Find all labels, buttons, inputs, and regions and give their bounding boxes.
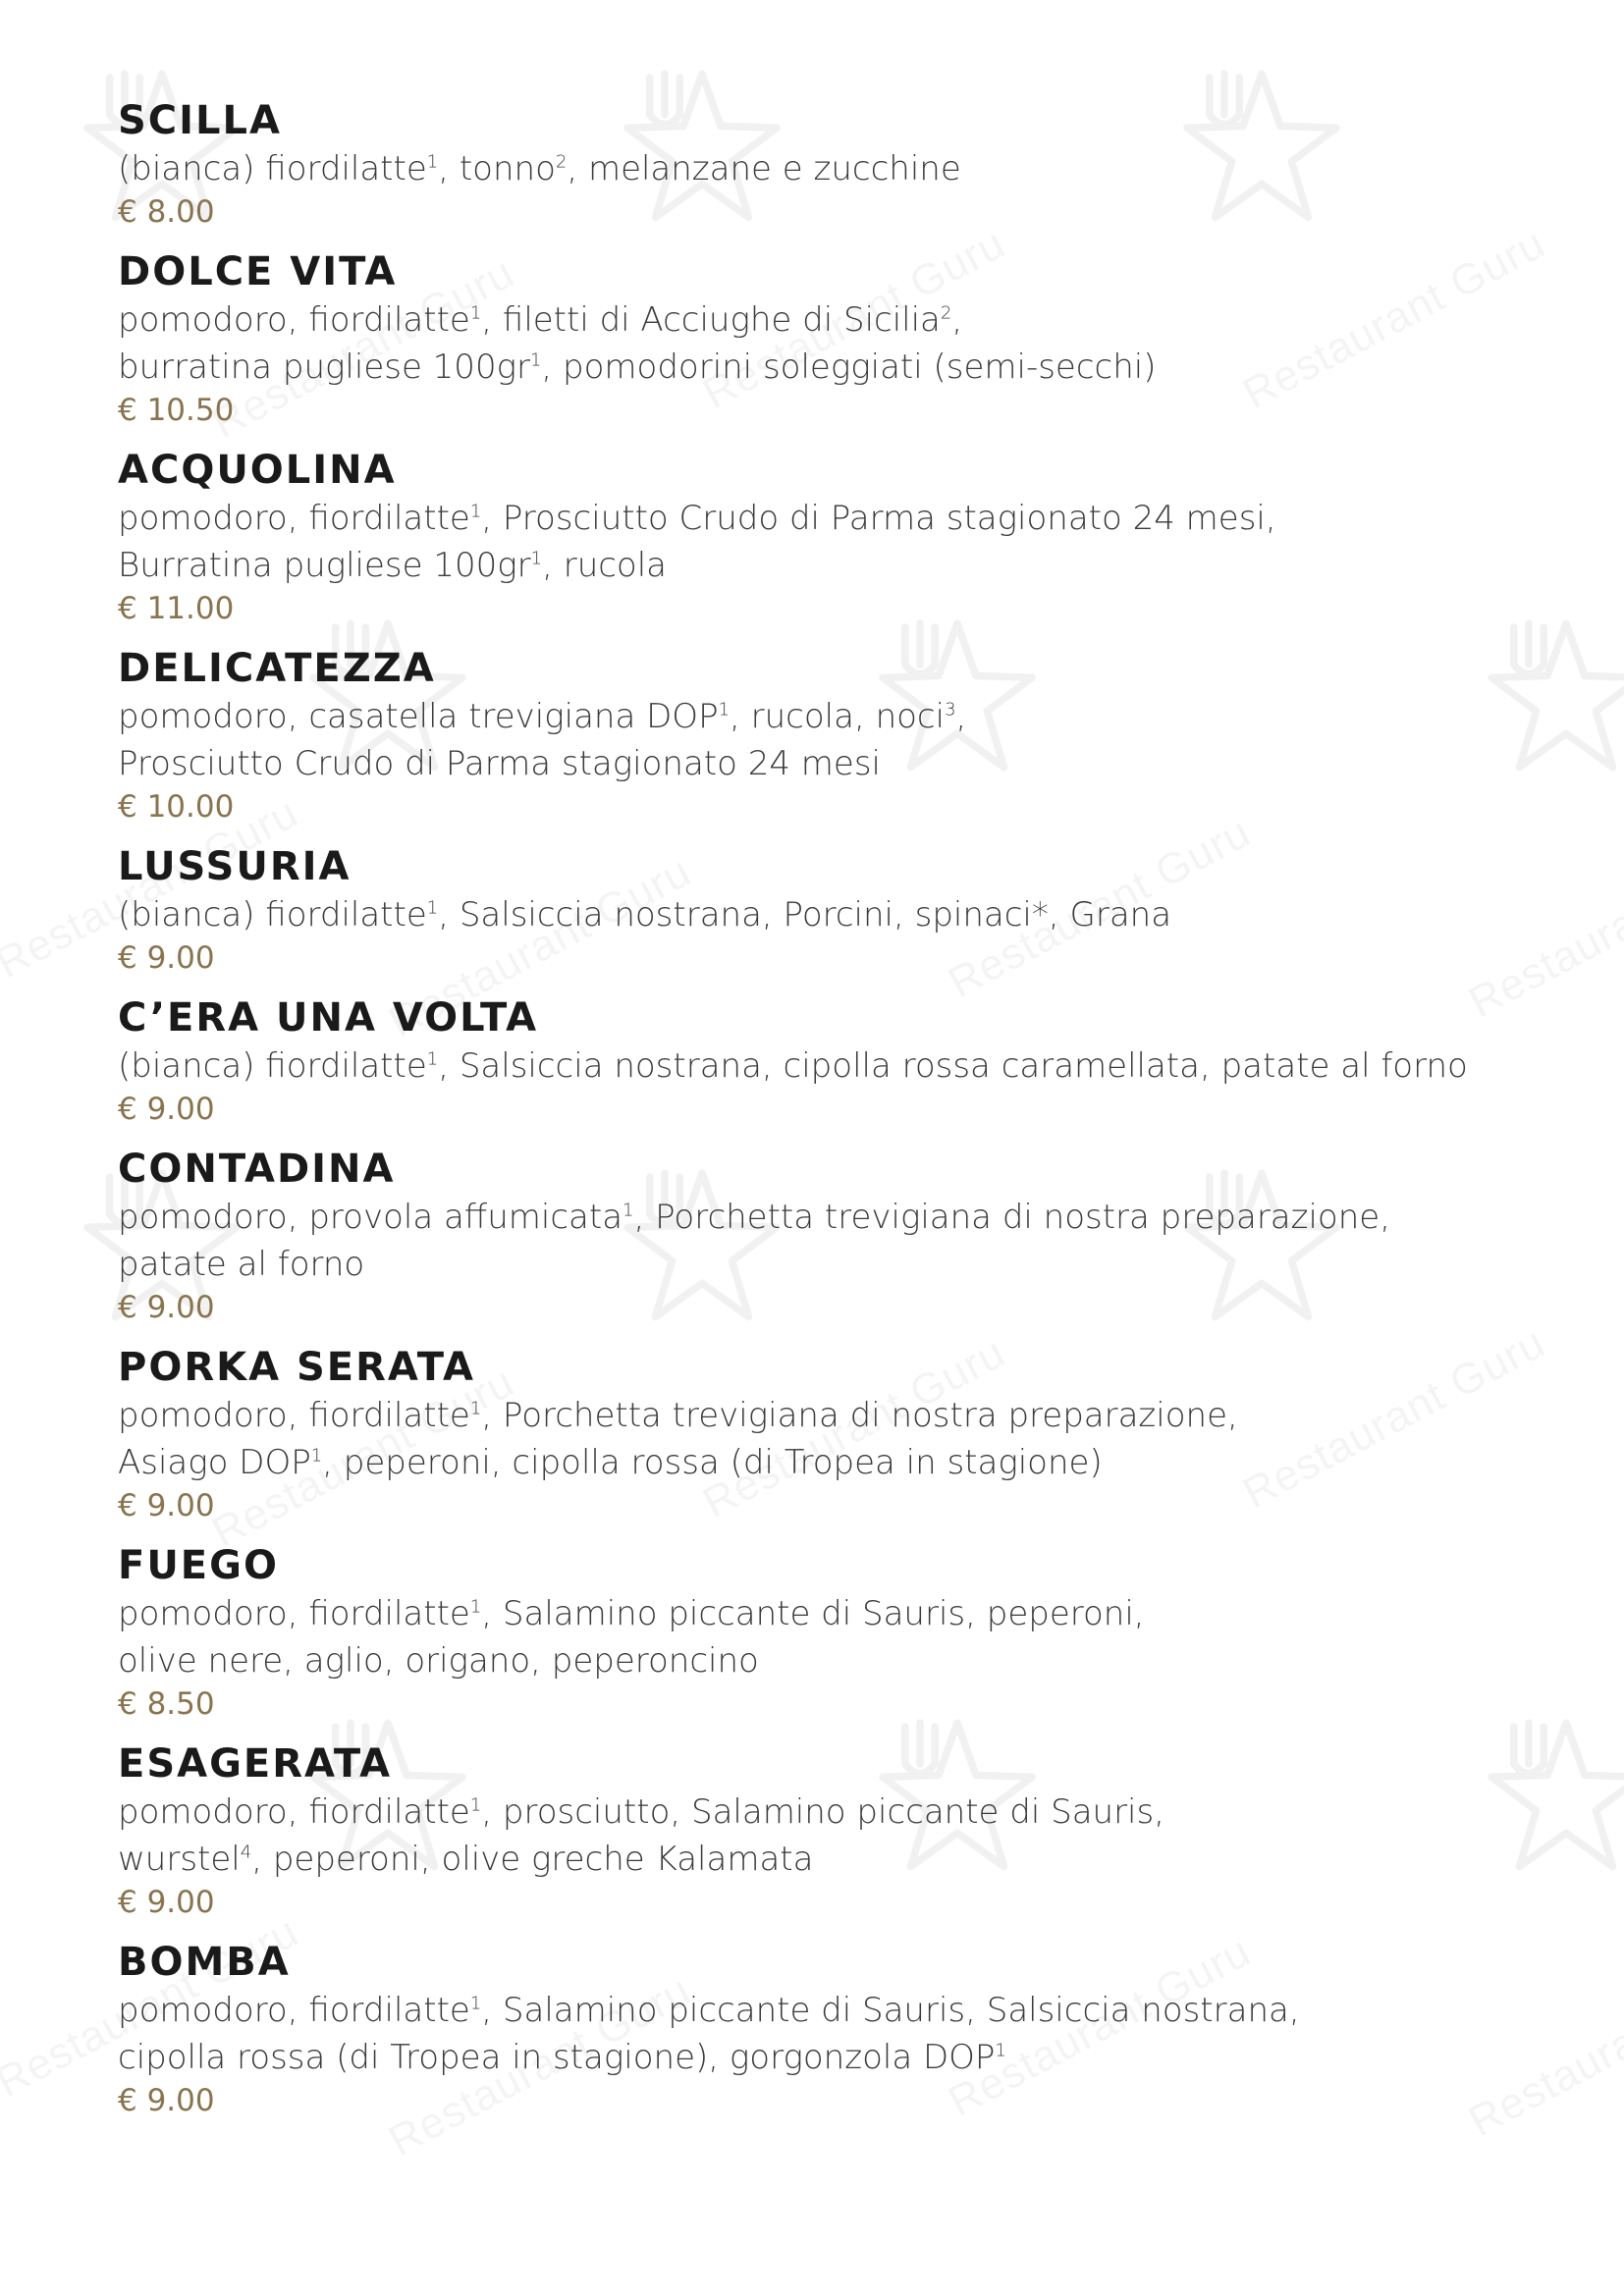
menu-item <box>118 1145 1532 1327</box>
menu-item-price: € 8.50 <box>118 1686 215 1722</box>
menu-item-description: patate al forno <box>118 1245 365 1284</box>
menu-item-description: pomodoro, fiordilatte$^1$, prosciutto, Salamino piccante di Sauris, <box>118 1792 1165 1832</box>
menu-item-description: (bianca) fiordilatte$^1$, Salsiccia nostrana, cipolla rossa caramellata, patate al forno <box>118 1046 1468 1086</box>
menu-item-price: € 11.00 <box>118 591 235 626</box>
menu-item-name: PORKA SERATA <box>118 1345 475 1390</box>
menu-item-description: pomodoro, fiordilatte$^1$, Prosciutto Crudo di Parma stagionato 24 mesi, <box>118 499 1276 538</box>
menu-item-name: BOMBA <box>118 1940 291 1985</box>
menu-item <box>118 993 1532 1129</box>
menu-item <box>118 644 1532 827</box>
menu-item-description: pomodoro, fiordilatte$^1$, filetti di Acciughe di Sicilia$^2$, <box>118 300 963 340</box>
menu-item-description: olive nere, aglio, origano, peperoncino <box>118 1641 759 1681</box>
menu-item-name: LUSSURIA <box>118 844 352 889</box>
menu-item <box>118 1541 1532 1724</box>
menu-item-price: € 10.00 <box>118 789 235 825</box>
menu-item-description: Prosciutto Crudo di Parma stagionato 24 mesi <box>118 744 881 783</box>
menu-item-name: FUEGO <box>118 1543 279 1588</box>
menu-item <box>118 842 1532 978</box>
menu-item <box>118 1739 1532 1922</box>
menu-item-price: € 9.00 <box>118 1885 215 1920</box>
menu-item-description: cipolla rossa (di Tropea in stagione), gorgonzola DOP$^1$ <box>118 2038 1006 2077</box>
menu-item-name: ACQUOLINA <box>118 448 397 493</box>
menu-item-name: C’ERA UNA VOLTA <box>118 995 539 1041</box>
menu-item-description: pomodoro, casatella trevigiana DOP$^1$, rucola, noci$^3$, <box>118 697 967 736</box>
menu-item-description: pomodoro, fiordilatte$^1$, Salamino piccante di Sauris, peperoni, <box>118 1594 1145 1633</box>
menu-item-name: CONTADINA <box>118 1147 396 1192</box>
menu-item-description: Asiago DOP$^1$, peperoni, cipolla rossa (di Tropea in stagione) <box>118 1443 1103 1482</box>
menu-item-price: € 9.00 <box>118 2083 215 2118</box>
menu-item-name: DELICATEZZA <box>118 646 436 691</box>
menu-item <box>118 247 1532 430</box>
menu-item-price: € 10.50 <box>118 393 235 428</box>
menu-item-price: € 9.00 <box>118 1092 215 1127</box>
menu-item-description: burratina pugliese $100gr^1$, pomodorini soleggiati (semi-secchi) <box>118 347 1157 387</box>
menu-item-name: SCILLA <box>118 98 282 143</box>
menu-item-description: pomodoro, fiordilatte$^1$, Salamino piccante di Sauris, Salsiccia nostrana, <box>118 1991 1300 2030</box>
menu-item-description: pomodoro, provola affumicata$^1$, Porchetta trevigiana di nostra preparazione, <box>118 1198 1391 1237</box>
menu-item-description: pomodoro, fiordilatte$^1$, Porchetta trevigiana di nostra preparazione, <box>118 1396 1238 1435</box>
menu-item-name: DOLCE VITA <box>118 249 398 294</box>
menu-item-description: (bianca) fiordilatte$^1$, Salsiccia nostrana, Porcini, spinaci*, Grana <box>118 895 1172 934</box>
menu-item <box>118 1343 1532 1525</box>
menu-item-price: € 8.00 <box>118 194 215 230</box>
menu-item-name: ESAGERATA <box>118 1741 393 1787</box>
menu-item-description: Burratina pugliese $100gr^1$, rucola <box>118 546 668 585</box>
menu-item-description: (bianca) fiordilatte$^1$, tonno$^2$, melanzane e zucchine <box>118 149 961 188</box>
menu-item <box>118 1938 1532 2120</box>
pizza-menu <box>118 96 1532 2136</box>
menu-item-price: € 9.00 <box>118 1290 215 1325</box>
menu-item-price: € 9.00 <box>118 940 215 976</box>
menu-item <box>118 96 1532 232</box>
menu-item-description: wurstel$^4$, peperoni, olive greche Kalamata <box>118 1840 814 1879</box>
menu-item-price: € 9.00 <box>118 1488 215 1523</box>
menu-item <box>118 446 1532 628</box>
